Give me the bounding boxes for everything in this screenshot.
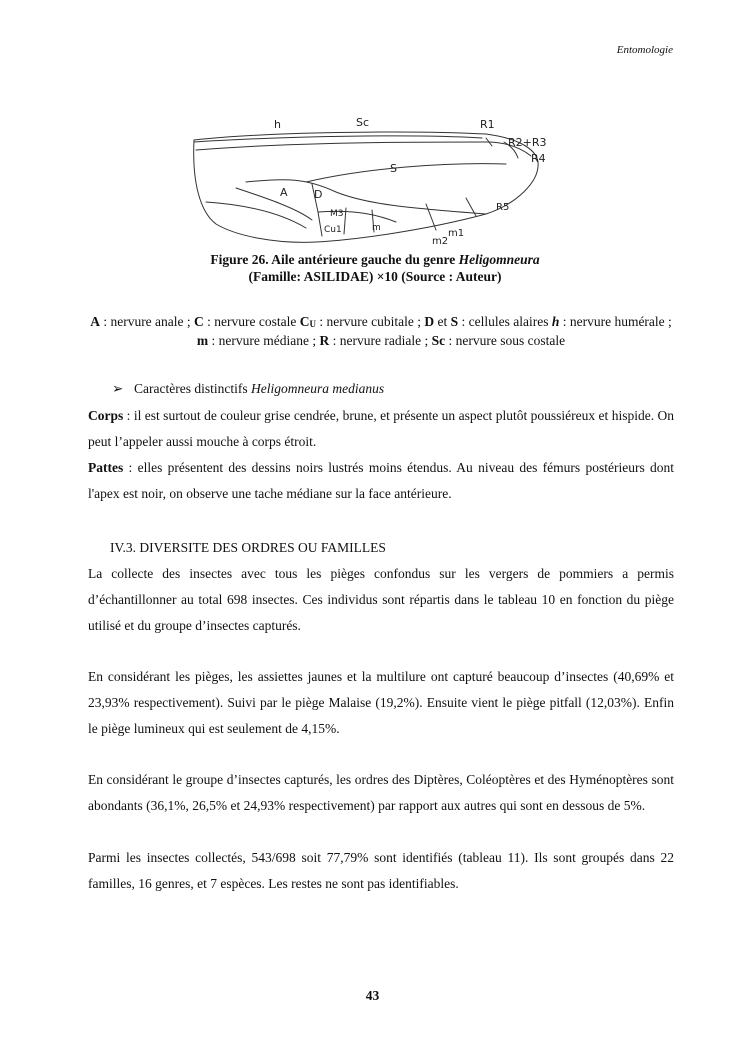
label-m3: M3 — [330, 209, 344, 219]
label-a: A — [280, 186, 288, 199]
figure-legend — [88, 313, 674, 349]
label-m2: m2 — [432, 236, 449, 247]
running-header: Entomologie — [616, 44, 673, 56]
label-m1: m1 — [448, 228, 465, 239]
section-title: IV.3. DIVERSITE DES ORDRES OU FAMILLES — [110, 540, 386, 555]
legend-key: $C_U$ — [299, 314, 316, 329]
label-m: m — [372, 223, 381, 233]
bullet-species: Heligomneura medianus — [250, 381, 385, 396]
label-r1: R1 — [480, 118, 495, 131]
corps-text: : il est surtout de couleur grise cendrée, brune, et présente un aspect plutôt poussiéreux et hispide. On peut l’appeler aussi mouche à corps étroit. — [88, 408, 674, 449]
legend-key: D — [424, 314, 435, 329]
legend-key: h — [551, 314, 560, 329]
legend-text: : nervure médiane ; — [208, 333, 320, 348]
wing-drawing — [186, 112, 558, 250]
legend-text: et — [434, 314, 451, 329]
label-h: h — [274, 118, 281, 131]
paragraph-1: La collecte des insectes avec tous les pièges confondus sur les vergers de pommiers a permis d’échantillonner au total 698 insectes. Ces individus sont répartis dans le tableau 10 en fonction du piège utilisé et du groupe d’insectes capturés. — [88, 566, 674, 633]
bullet-label: Caractères distinctifs — [134, 381, 251, 396]
corps-label: Corps — [88, 408, 124, 423]
legend-text: : nervure radiale ; — [329, 333, 432, 348]
pattes-label: Pattes — [88, 460, 124, 475]
label-d: D — [314, 188, 323, 201]
caption-line1: Figure 26. Aile antérieure gauche du genre — [210, 252, 459, 267]
label-r2r3: R2+R3 — [508, 136, 547, 149]
legend-key: Sc — [431, 333, 446, 348]
arrow-bullet-icon: ➢ — [112, 381, 124, 396]
label-r4: R4 — [531, 152, 546, 165]
label-r5: R5 — [496, 202, 510, 213]
paragraph-2: En considérant les pièges, les assiettes jaunes et la multilure ont capturé beaucoup d’insectes (40,69% et 23,93% respectivement). Suivi par le piège Malaise (19,2%). Ensuite vient le piège pitfall (12,03%). Enfin le piège lumineux qui est seulement de 4,15%. — [88, 669, 674, 736]
figure-caption — [140, 251, 610, 285]
legend-text: : nervure anale ; — [99, 314, 195, 329]
legend-key: S — [450, 314, 459, 329]
pattes-text: : elles présentent des dessins noirs lustrés moins étendus. Au niveau des fémurs postérieurs dont l'apex est noir, on observe une tache médiane sur la face antérieure. — [88, 460, 674, 501]
paragraph-3: En considérant le groupe d’insectes capturés, les ordres des Diptères, Coléoptères et des Hyménoptères sont abondants (36,1%, 26,5% et 24,93% respectivement) par rapport aux autres qui sont en dessous de 5%. — [88, 772, 674, 813]
label-sc: Sc — [356, 116, 370, 129]
legend-text: : nervure cubitale ; — [316, 314, 425, 329]
legend-text: : nervure humérale ; — [559, 314, 672, 329]
legend-key: C — [194, 314, 204, 329]
label-cu1: Cu1 — [324, 225, 342, 235]
legend-text: : nervure sous costale — [445, 333, 566, 348]
caption-genus: Heligomneura — [458, 252, 540, 267]
pattes-paragraph — [88, 455, 674, 507]
legend-text: : nervure costale — [203, 314, 300, 329]
legend-text: : cellules alaires — [458, 314, 552, 329]
corps-paragraph — [88, 403, 674, 455]
page-number: 43 — [365, 988, 380, 1003]
caption-line2: (Famille: ASILIDAE) ×10 (Source : Auteur) — [248, 269, 502, 284]
legend-key: R — [319, 333, 330, 348]
paragraph-4: Parmi les insectes collectés, 543/698 soit 77,79% sont identifiés (tableau 11). Ils sont groupés dans 22 familles, 16 genres, et 7 espèces. Les restes ne sont pas identifiables. — [88, 850, 674, 891]
distinctive-characters-bullet — [112, 379, 384, 399]
description-block — [88, 403, 674, 507]
label-s: S — [390, 162, 397, 175]
legend-key: m — [196, 333, 209, 348]
legend-key: A — [90, 314, 100, 329]
